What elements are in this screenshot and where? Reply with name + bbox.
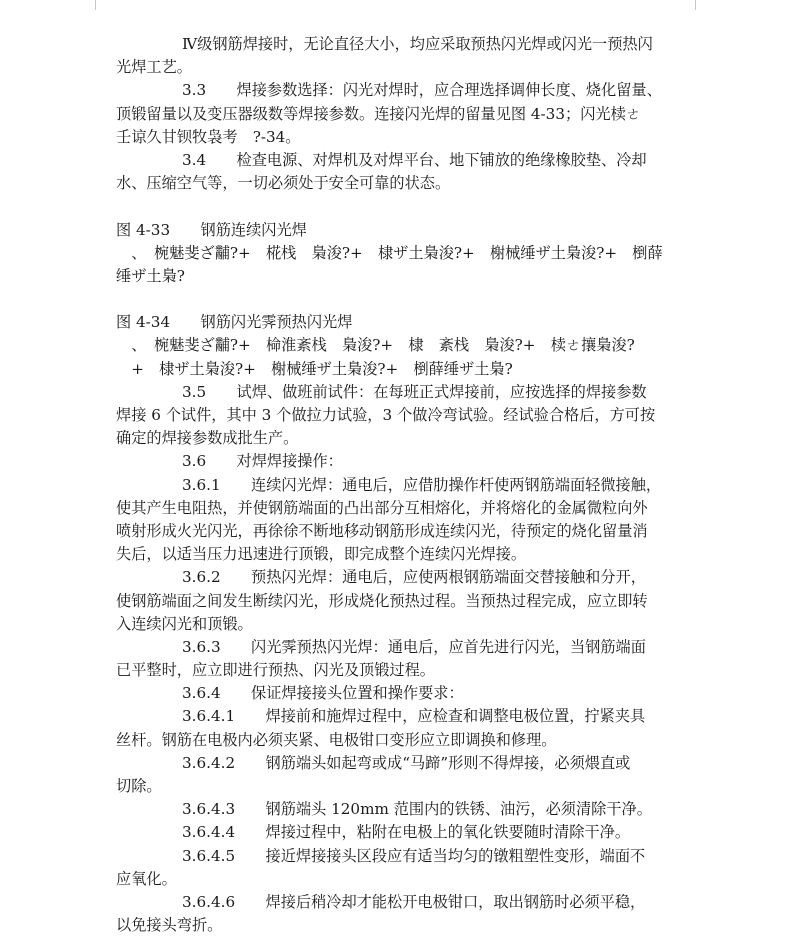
text-line-p6-l3: 喷射形成火光闪光，再徐徐不断地移动钢筋形成连续闪光，待预定的烧化留量消 — [116, 521, 648, 540]
text-line-p1-l1: Ⅳ级钢筋焊接时，无论直径大小，均应采取预热闪光焊或闪光一预热闪 — [182, 35, 653, 53]
text-line-p4-l2: 焊接 6 个试件，其中 3 个做拉力试验，3 个做冷弯试验。经试验合格后，方可按 — [116, 406, 656, 424]
text-line-fig34-l1: 、 椀魅斐ざ黼?+ 椧淮紊栈 梟浚?+ 棣 紊栈 梟浚?+ 椟ㄜ攘梟浚? — [116, 336, 635, 355]
text-line-p10-l1: 3.6.4.1 焊接前和施焊过程中，应检查和调整电极位置，拧紧夹具 — [182, 707, 646, 726]
text-line-p12-l1: 3.6.4.3 钢筋端头 120mm 范围内的铁锈、油污，必须清除干净。 — [182, 800, 652, 819]
text-line-fig33-title: 图 4-33 钢筋连续闪光焊 — [116, 220, 307, 239]
text-line-p7-l1: 3.6.2 预热闪光焊：通电后，应使两根钢筋端面交替接触和分开， — [182, 568, 646, 587]
text-line-p2-l1: 3.3 焊接参数选择：闪光对焊时，应合理选择调伸长度、烧化留量、 — [182, 81, 662, 100]
blank-line — [116, 288, 676, 311]
text-line-p14-l2: 应氧化。 — [116, 869, 177, 888]
text-line-p11-l1: 3.6.4.2 钢筋端头如起弯或成“马蹄”形则不得焊接，必须煨直或 — [182, 753, 631, 772]
text-line-p8-l1: 3.6.3 闪光霁预热闪光焊：通电后，应首先进行闪光，当钢筋端面 — [182, 637, 646, 656]
text-line-fig34-title: 图 4-34 钢筋闪光霁预热闪光焊 — [116, 313, 353, 332]
text-line-p15-l2: 以免接头弯折。 — [116, 916, 223, 935]
text-line-p4-l1: 3.5 试焊、做班前试件：在每班正式焊接前，应按选择的焊接参数 — [182, 382, 647, 401]
text-line-p2-l3: 壬谅久甘钡牧袅考 ?-34。 — [116, 127, 301, 146]
text-line-p13-l1: 3.6.4.4 焊接过程中，粘附在电极上的氧化铁要随时清除干净。 — [182, 823, 631, 842]
page-corner-mark-left — [95, 0, 96, 10]
text-line-p6-l4: 失后，以适当压力迅速进行顶锻，即完成整个连续闪光焊接。 — [116, 545, 527, 564]
text-line-fig33-l1: 、 椀魅斐ざ黼?+ 椛栈 梟浚?+ 棣ザ土梟浚?+ 榭械缍ザ土梟浚?+ 椡薛 — [116, 243, 663, 262]
text-line-p7-l3: 入连续闪光和顶锻。 — [116, 614, 253, 633]
text-line-p1-l2: 光焊工艺。 — [116, 58, 192, 77]
text-line-p11-l2: 切除。 — [116, 777, 162, 795]
text-line-p2-l2: 顶锻留量以及变压器级数等焊接参数。连接闪光焊的留量见图 4-33；闪光椟ㄜ — [116, 104, 641, 123]
page-corner-mark-right — [695, 0, 696, 10]
text-line-p8-l2: 已平整时，应立即进行预热、闪光及顶锻过程。 — [116, 661, 435, 680]
text-line-p10-l2: 丝杆。钢筋在电极内必须夹紧、电极钳口变形应立即调换和修理。 — [116, 730, 557, 749]
text-line-p4-l3: 确定的焊接参数成批生产。 — [116, 429, 299, 448]
text-line-p9-l1: 3.6.4 保证焊接接头位置和操作要求： — [182, 684, 464, 703]
text-line-p6-l1: 3.6.1 连续闪光焊：通电后，应借肋操作杆使两钢筋端面轻微接触， — [182, 475, 662, 494]
text-line-p6-l2: 使其产生电阻热，并使钢筋端面的凸出部分互相熔化，并将熔化的金属微粒向外 — [116, 498, 648, 517]
text-line-p3-l2: 水、压缩空气等，一切必须处于安全可靠的状态。 — [116, 174, 451, 193]
text-line-p14-l1: 3.6.4.5 接近焊接接头区段应有适当均匀的镦粗塑性变形，端面不 — [182, 846, 646, 865]
text-line-p3-l1: 3.4 检查电源、对焊机及对焊平台、地下铺放的绝缘橡胶垫、冷却 — [182, 150, 647, 169]
blank-line — [116, 195, 676, 218]
text-line-p7-l2: 使钢筋端面之间发生断续闪光，形成烧化预热过程。当预热过程完成，应立即转 — [116, 591, 648, 610]
text-line-p5-l1: 3.6 对焊焊接操作： — [182, 452, 343, 471]
document-body — [116, 33, 676, 937]
text-line-fig34-l2: + 棣ザ土梟浚?+ 榭械缍ザ土梟浚?+ 椡薛缍ザ土梟? — [116, 359, 513, 378]
text-line-p15-l1: 3.6.4.6 焊接后稍冷却才能松开电极钳口，取出钢筋时必须平稳， — [182, 892, 646, 911]
text-line-fig33-l2: 缍ザ土梟? — [116, 266, 185, 285]
